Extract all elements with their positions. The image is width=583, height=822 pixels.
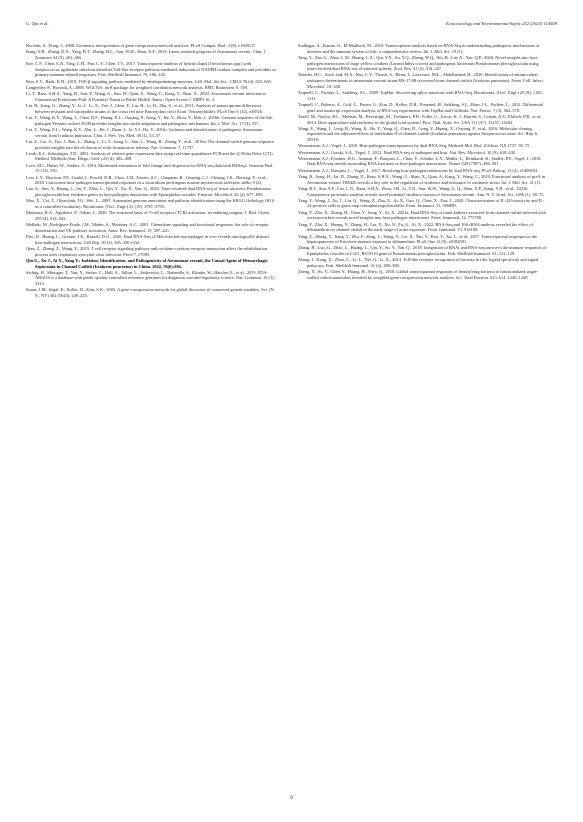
reference-entry: Zheng, X., Su, Y., Chen, Y., Huang, H., Shen, Q., 2018. Global transcriptional responses of denitrifying bacteria to functionalized single-walled carbon nanotubes revealed by weighted gene-coexpression network analysis. Sci. Total Environ. 613–614, 1240–1249. xyxy=(298,269,539,280)
reference-entry: Wang, E., Wang, J., Long, B., Wang, K., He, Y., Yang, Q., Chen, D., Geng, Y., Huang, X., Ouyang, P., et al., 2016. Molecular cloning, expression and the adjuvant effects of interleukin-8 of channel catfish (Ictalurus punctatus) against Streptococcus iniae. Sci. Rep. 6, 29310. xyxy=(298,125,539,143)
reference-entry: Yang, B., Song, H., An, D., Zhang, D., Raza, S.H.A., Wang, G., Shan, X., Qian, A., Kang, Y., Wang, C., 2019. Functional analysis of preA in Aeromonas veronii TH0426 reveals a key role in the regulation of virulence and resistance to oxidative stress. Int. J. Mol. Sci. 21 (1). xyxy=(298,173,545,185)
reference-entry: Mellado, M., Rodríguez-Frade, J.M., Mañes, S., Martínez, A.C., 2001. Chemokine signaling and functional responses: the role of receptor dimerization and TK pathway activation. Annu. Rev. Immunol. 19, 397–421. xyxy=(26,222,269,233)
reference-entry: Liu, T., Wang, E.L., Wang, K.Y., Zhu, L., He, J., Duan, J., Li, Y.J., He, Y., 2016c. Isolation and identification of pathogenic Aeromonas veronii from Ictalurus punctatus. Chin. J. Prev. Vet. Med. 38 (1), 53–57. xyxy=(26,126,263,138)
running-header xyxy=(26,21,557,31)
reference-entry: Stuart, J.M., Segal, E., Koller, D., Kim, S.K., 2003. A gene-coexpression network for global discovery of conserved genetic modules. Sci. (N. Y., NY) 302 (5643), 249–255. xyxy=(26,287,275,299)
reference-entry: Liu, Z., Liu, S., Yao, J., Bao, L., Zhang, J., Li, Y., Jiang, C., Sun, L., Wang, R., Zhang, Y., et al., 2016a. The channel catfish genome sequence provides insights into the evolution of scale formation in teleosts. Nat. Commun. 7, 11757. xyxy=(26,138,275,150)
reference-entry: Kim, S.Y., Baek, K.H., 2019. TGF-β signaling pathway mediated by deubiquitinating enzymes. Cell. Mol. life Sci.: CMLS 76 (4), 653–665. xyxy=(26,78,272,84)
reference-entry: Horvath, S., Dong, J., 2008. Geometric interpretation of gene coexpression network analysis. PLoS Comput. Biol. 4 (8), e1000117. xyxy=(26,43,257,48)
reference-entry: Pisu, D., Huang, L., Grenier, J.K., Russell, D.G., 2020. Dual RNA-Seq of Mtb-infected macrophages in vivo reveals ontologically distinct host-pathogen interactions. Cell Rep. 30 (2), 335–350 e334. xyxy=(26,234,269,245)
reference-entry: Sichtig, H., Minogue, T., Yan, Y., Stefan, C., Hall, A., Tallon, L., Sadzewicz, L., Nadendla, S., Klimke, W., Hatcher, E., et al., 2019. FDA-ARGOS is a database with public quality-controlled reference genomes for diagnostic use and regulatory science. Nat. Commun. 10 (1), 3313. xyxy=(26,269,275,287)
reference-entry: Zhang, B., Luo, G., Zhao, L., Huang, L., Qin, Y., Su, Y., Yan, Q., 2018. Integration of RNAi and RNA-seq uncovers the immune responses of Epinephelus coioides to L321_RS19110 gene of Pseudomonas plecoglossicida. Fish. Shellfish Immunol. 81, 121–129. xyxy=(298,245,547,257)
reference-entry: Tang, Y., Xin, G., Zhao, L.M., Huang, L.X., Qin, Y.X., Su, Y.Q., Zheng, W.Q., Wu, B., Lin, N., Yan, Q.P., 2020. Novel insights into host-pathogen interactions of large yellow croakers (Larimichthys crocea) and pathogenic bacterium Pseudomonas plecoglossicida using time-resolved dual RNA-seq of infected spleens. Zool. Res. 41 (3), 314–327. xyxy=(298,54,539,72)
page-number: 9 xyxy=(290,796,293,801)
references-section xyxy=(26,43,558,778)
reference-entry: Luo, G., Sun, Y., Huang, L., Su, Y., Zhao, L., Qin, Y., Xu, X., Yan, Q., 2020. Time-resolved dual RNA-seq of tissue uncovers Pseudomonas plecoglossicida key virulence genes in host-pathogen interaction with Epinephelus coioides. Environ. Microbiol. 22 (2), 677–693. xyxy=(26,186,271,198)
reference-entry: Tsuell, M., Naylor, R.L., Meehan, M., Beveridge, M., Tyedmers, P.H., Folke, C., Arrow, K. J., Barrett, S., Crépin, A.S., Ehrlich, P.R., et al., 2014. Does aquaculture add resilience to the global food system? Proc. Natl. Acad. Sci. USA 111 (37), 13257–13263. xyxy=(298,113,543,125)
reference-entry: Yang, B.T., Sun, Y.F., Cao, L.N., Raza, S.H.A., Zhou, J.H., Li, Y.N., Sun, W.W., Wang, G. Q., Shan, X.F., Kang, Y.H., et al., 2021b. Comparative proteomic analysis reveals novel potential virulence factors of Aeromonas veronii. Ann. N. Y. Acad. Sci. 1496 (1), 58–75. xyxy=(298,185,545,197)
reference-entry: Qin G., Xu J., Ai X., Yang Y.: Isolation, Identification, and Pathogenicity of Aeromonas veronii, the Causal Agent of Hemorrhagic Septicemia in Channel Catfish (Ictalurus punctatus) in China. 2022, 76(6):394. xyxy=(26,257,268,269)
header-authors: G. Qin et al. xyxy=(26,21,49,26)
reference-entry: Low, L.Y., Harrison, P.F., Gould, J., Powell, D.R., Choo, J.M., Forster, S.C., Chapman, R., Gearing, L.J., Cheung, J.K., Hertzog, P., et al., 2018. Concurrent host-pathogen transcriptional responses in a clostridium perfringens murine myonecrosis infection. mBio 9 (2). xyxy=(26,174,268,186)
reference-entry: Mariuzza, R.A., Agnihotri, P., Orban, J., 2020. The structural basis of T-cell receptor (TCR) activation: an enduring enigma. J. Biol. Chem. 295 (4), 914–925. xyxy=(26,210,270,221)
reference-entry: Mao, X., Cai, T., Olyarchuk, J.G., Wei, L., 2005. Automated genome annotation and pathway identification using the KEGG Orthology (KO) as a controlled vocabulary. Bioinforma. (Oxf., Engl.) 21 (19), 3787–3793. xyxy=(26,198,275,210)
reference-entry: Livak, K.J., Schmittgen, T.D., 2001. Analysis of relative gene expression data using real-time quantitative PCR and the 2(-Delta Delta C(T)) Method. Methods (San. Diego, Calif.) 25 (4), 402–408. xyxy=(26,150,273,162)
reference-entry: Yang, Y., Wang, J., Xu, J., Liu, Q., Wang, Z., Zhu, X., Ai, X., Gao, Q., Chen, X., Zou, J., 2020. Characterization of IL-22 bioactivity and IL-22-positive cells in grass carp ctenopharyngodon idella. Front. Immunol. 11, 586889. xyxy=(298,197,545,209)
reference-entry: Westermann, A.J., Gorski, S.A., Vogel, J., 2012. Dual RNA-seq of pathogen and host. Nat. Rev. Microbiol. 10 (9), 618–630. xyxy=(298,149,517,155)
reference-entry: Lin, B., Jiang, G., Zhang, Y., Li, J., Li, X., Yue, J., Chen, F., Liu, H., Li, H., Zhu, S., et al., 2011. Analysis of transcriptome differences between resistant and susceptible strains of the citrus red mite Panonychus citri (Acari: Tetranychidae). PLoS One 6 (12), e28516. xyxy=(26,103,264,114)
reference-entry: Qian, Z., Zhang, Z., Wang, Y., 2019. T cell receptor signaling pathway and cytokine-cytokine receptor interaction affect the rehabilitation process after respiratory syncytial virus infection. PeerJ 7, e7089. xyxy=(26,246,268,257)
reference-entry: Trapnell, C., Pachter, L., Salzberg, S.L., 2009. TopHat: discovering splice junctions with RNA-Seq. Bioinforma. (Oxf., Engl.) 25 (9), 1105–1111. xyxy=(298,90,544,101)
reference-entry: Yang, Y., Zhu, X., Huang, Y., Zhang, H., Liu, Y., Xu, N., Fu, G., Ai, X., 2022. RNA-Seq and 16S rRNA analysis revealed the effect of deltamethrin on channel catfish in the early stage of acute exposure. Front. Immunol. 13, 916100. xyxy=(298,221,534,233)
reference-entry: Liu, T., Wang, K.Y., Wang, J., Chen, D.F., Huang, X.L., Ouyang, P., Geng, Y., He, Y., Zhou, Y., Min, J., 2016b. Genome sequence of the fish pathogen Yersinia ruckeri SC09 provides insights into niche adaptation and pathogenic mechanism. Int. J. Mol. Sci. 17 (4), 557. xyxy=(26,115,273,126)
reference-entry: Yang, Z., Zhang, Y., Jiang, Y., Zhu, F., Zeng, L., Wang, Y., Lei, X., Yao, Y., Hou, Y., Xu, L., et al., 2017. Transcriptional responses in the hepatopancreas of Eriocheir sinensis exposed to deltamethrin. PLoS One 12 (9), e0184581. xyxy=(298,233,538,245)
reference-entry: Trapnell, C., Roberts, A., Goff, L., Pertea, G., Kim, D., Kelley, D.R., Pimentel, H., Salzberg, S.L., Rinn, J.L., Pachter, L., 2012. Differential gene and transcript expression analysis of RNA-seq experiments with TopHat and Cufflinks. Nat. Protoc. 7 (3), 562–578. xyxy=(298,101,544,113)
reference-entry: Sudhagar, A., Kumar, G., El-Matbouli, M., 2018. Transcriptome analysis based on RNA-Seq in understanding pathogenic mechanisms of diseases and the immune system of fish: a comprehensive review. Int. J. Mol. Sci. 19 (1). xyxy=(298,43,540,54)
reference-entry: Zhang, J., Kong, X., Zhou, C., Li, L., Nie, G., Li, X., 2014. Toll-like receptor recognition of bacteria in fish: ligand specificity and signal pathways. Fish. Shellfish Immunol. 41 (2), 380–388. xyxy=(298,257,539,268)
reference-entry: Kang, Y.H., Zhang, D.X., Yang, B.T., Zhang, H.L., Sun, W.W., Shan, X.F., 2018. Latest research progress of Aeromonas veronii. Chin. J. Zoonoses 34 (5), 452–465. xyxy=(26,49,267,60)
reference-entry: Yang, Y., Zhu, X., Zhang, H., Chen, Y., Song, Y., Ai, X., 2021a. Dual RNA-Seq of trunk kidneys extracted from channel catfish infected with yersinia ruckeri reveals novel insights into host-pathogen interactions. Front. Immunol. 12, 775708. xyxy=(298,209,546,221)
reference-entry: Love, M.I., Huber, W., Anders, S., 2014. Moderated estimation of fold change and dispersion for RNA-seq data with DESeq2. Genome Biol. 15 (12), 550. xyxy=(26,162,274,174)
reference-entry: Tekedar, H.C., Arick 2nd, M.A., Hsu, C.Y., Thrash, A., Blom, J., Lawrence, M.L., Abdelhamed, H., 2020. Identification of antimicrobial resistance determinants in aeromonas veronii strain MS-17-88 recovered from channel catfish (Ictalurus punctatus). Front. Cell. Infect. Microbiol. 10, 348. xyxy=(298,72,544,89)
reference-entry: Westermann, A.J., Förstner, K.U., Amman, F., Barquist, L., Chao, Y., Schulte, L.N., Müller, L., Reinhardt, R., Stadler, P.F., Vogel, J., 2016. Dual RNA-seq unveils noncoding RNA functions in host-pathogen interactions. Nature 529 (7587), 496–501. xyxy=(298,155,542,167)
references-column-left xyxy=(26,43,276,778)
reference-entry: Li, T., Raza, S.H.A., Yang, B., Sun, Y., Wang, G., Sun, W., Qian, A., Wang, C., Kang, Y., Shan, X., 2020. Aeromonas veronii infection in Commercial Freshwater Fish: A Potential Threat to Public Health. Anim.: Open Access J. MDPI 10, 4. xyxy=(26,91,266,102)
header-journal: Ecotoxicology and Environmental Safety 252 (2023) 114609 xyxy=(446,21,557,26)
reference-entry: Kee, C.F., Chen, C.N., Ting, C.H., Pan, C.Y., Chen, J.Y., 2017. Transcriptome analysis of hybrid tilapia (Oreochromis spp.) with Streptococcus agalactiae infection identifies Toll-like receptor pathway-mediated induction of NADPH oxidase complex and piscidins as primary immune-related responses. Fish. Shellfish Immunol. 70, 106–120. xyxy=(26,61,276,78)
reference-entry: Westermann, A.J., Barquist, L., Vogel, J., 2017. Resolving host-pathogen interactions by dual RNA-seq. PLoS Pathog. 13 (2), e1006033. xyxy=(298,167,539,173)
reference-entry: Westermann, A.J., Vogel, J., 2018. Host-pathogen transcriptomics by dual RNA-Seq. Methods Mol. Biol. (Clifton, NJ) 1737, 59–75. xyxy=(298,143,531,149)
references-column-right xyxy=(298,43,548,778)
reference-entry: Langfelder, P., Horvath, S., 2008. WGCNA: an R package for weighted correlation network analysis. BMC Bioinform. 9, 559. xyxy=(26,84,249,90)
